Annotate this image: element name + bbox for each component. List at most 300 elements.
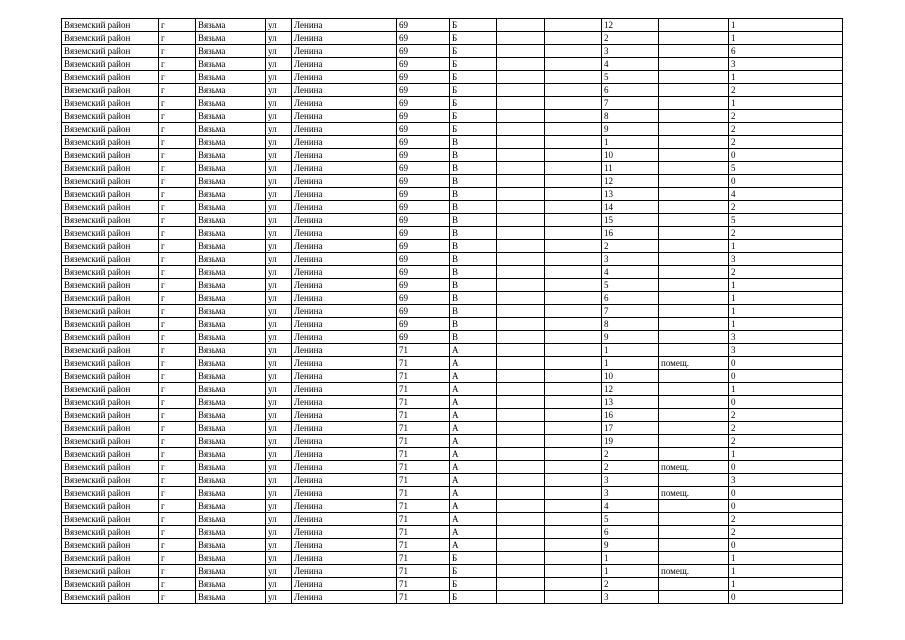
- cell-col-8: [497, 500, 545, 513]
- cell-room-type: [659, 266, 729, 279]
- cell-district: Вяземский район: [62, 253, 159, 266]
- cell-col-9: [545, 58, 602, 71]
- cell-house-number: 71: [397, 435, 450, 448]
- cell-col-9: [545, 175, 602, 188]
- cell-building-letter: В: [450, 136, 497, 149]
- cell-house-number: 69: [397, 32, 450, 45]
- cell-house-number: 71: [397, 526, 450, 539]
- cell-room-type: [659, 214, 729, 227]
- cell-street: Ленина: [292, 84, 397, 97]
- cell-city: Вязьма: [196, 136, 266, 149]
- cell-apartment: 19: [602, 435, 659, 448]
- table-row: [62, 162, 843, 175]
- cell-district: Вяземский район: [62, 175, 159, 188]
- cell-building-letter: В: [450, 292, 497, 305]
- cell-street: Ленина: [292, 110, 397, 123]
- cell-settlement-type: г: [159, 461, 196, 474]
- cell-street: Ленина: [292, 500, 397, 513]
- cell-count: 3: [729, 474, 843, 487]
- cell-col-9: [545, 461, 602, 474]
- cell-col-9: [545, 266, 602, 279]
- table-row: [62, 292, 843, 305]
- cell-col-8: [497, 461, 545, 474]
- table-row: [62, 591, 843, 604]
- cell-count: 1: [729, 305, 843, 318]
- cell-col-9: [545, 71, 602, 84]
- cell-settlement-type: г: [159, 149, 196, 162]
- cell-col-8: [497, 422, 545, 435]
- cell-street: Ленина: [292, 331, 397, 344]
- cell-settlement-type: г: [159, 500, 196, 513]
- cell-building-letter: А: [450, 474, 497, 487]
- cell-street: Ленина: [292, 370, 397, 383]
- cell-settlement-type: г: [159, 487, 196, 500]
- cell-count: 3: [729, 58, 843, 71]
- cell-building-letter: Б: [450, 19, 497, 32]
- cell-apartment: 6: [602, 526, 659, 539]
- cell-settlement-type: г: [159, 318, 196, 331]
- cell-col-8: [497, 578, 545, 591]
- cell-street-type: ул: [266, 136, 292, 149]
- cell-apartment: 2: [602, 240, 659, 253]
- cell-street: Ленина: [292, 214, 397, 227]
- cell-settlement-type: г: [159, 253, 196, 266]
- cell-street-type: ул: [266, 58, 292, 71]
- cell-district: Вяземский район: [62, 448, 159, 461]
- cell-street-type: ул: [266, 474, 292, 487]
- cell-district: Вяземский район: [62, 578, 159, 591]
- cell-street-type: ул: [266, 97, 292, 110]
- cell-col-8: [497, 149, 545, 162]
- cell-house-number: 69: [397, 19, 450, 32]
- cell-street: Ленина: [292, 32, 397, 45]
- cell-house-number: 69: [397, 188, 450, 201]
- cell-apartment: 12: [602, 175, 659, 188]
- cell-room-type: [659, 344, 729, 357]
- cell-building-letter: В: [450, 201, 497, 214]
- cell-street: Ленина: [292, 240, 397, 253]
- cell-settlement-type: г: [159, 227, 196, 240]
- cell-street: Ленина: [292, 188, 397, 201]
- cell-apartment: 1: [602, 565, 659, 578]
- cell-district: Вяземский район: [62, 331, 159, 344]
- cell-district: Вяземский район: [62, 162, 159, 175]
- cell-building-letter: В: [450, 240, 497, 253]
- cell-col-8: [497, 58, 545, 71]
- cell-street-type: ул: [266, 149, 292, 162]
- cell-building-letter: В: [450, 149, 497, 162]
- cell-col-8: [497, 227, 545, 240]
- cell-street-type: ул: [266, 292, 292, 305]
- cell-col-9: [545, 227, 602, 240]
- cell-building-letter: Б: [450, 45, 497, 58]
- cell-street: Ленина: [292, 565, 397, 578]
- cell-room-type: помещ.: [659, 565, 729, 578]
- cell-count: 1: [729, 578, 843, 591]
- cell-street-type: ул: [266, 578, 292, 591]
- cell-apartment: 10: [602, 149, 659, 162]
- cell-building-letter: В: [450, 214, 497, 227]
- cell-apartment: 2: [602, 448, 659, 461]
- cell-street-type: ул: [266, 526, 292, 539]
- table-row: [62, 227, 843, 240]
- cell-street: Ленина: [292, 448, 397, 461]
- cell-settlement-type: г: [159, 279, 196, 292]
- cell-street-type: ул: [266, 552, 292, 565]
- cell-apartment: 10: [602, 370, 659, 383]
- cell-building-letter: А: [450, 370, 497, 383]
- table-row: [62, 266, 843, 279]
- cell-house-number: 69: [397, 279, 450, 292]
- cell-district: Вяземский район: [62, 370, 159, 383]
- cell-room-type: [659, 58, 729, 71]
- cell-count: 1: [729, 383, 843, 396]
- cell-city: Вязьма: [196, 305, 266, 318]
- cell-building-letter: Б: [450, 58, 497, 71]
- cell-room-type: помещ.: [659, 461, 729, 474]
- cell-settlement-type: г: [159, 565, 196, 578]
- cell-house-number: 71: [397, 370, 450, 383]
- cell-apartment: 16: [602, 227, 659, 240]
- cell-district: Вяземский район: [62, 552, 159, 565]
- cell-apartment: 2: [602, 461, 659, 474]
- cell-city: Вязьма: [196, 84, 266, 97]
- cell-street-type: ул: [266, 110, 292, 123]
- cell-building-letter: Б: [450, 591, 497, 604]
- cell-house-number: 69: [397, 175, 450, 188]
- cell-city: Вязьма: [196, 552, 266, 565]
- table-row: [62, 188, 843, 201]
- cell-col-8: [497, 565, 545, 578]
- cell-street-type: ул: [266, 448, 292, 461]
- cell-col-9: [545, 344, 602, 357]
- cell-room-type: [659, 552, 729, 565]
- cell-room-type: [659, 578, 729, 591]
- cell-house-number: 69: [397, 58, 450, 71]
- cell-street: Ленина: [292, 227, 397, 240]
- cell-city: Вязьма: [196, 370, 266, 383]
- cell-city: Вязьма: [196, 201, 266, 214]
- cell-house-number: 71: [397, 396, 450, 409]
- cell-col-8: [497, 84, 545, 97]
- cell-room-type: [659, 591, 729, 604]
- cell-district: Вяземский район: [62, 422, 159, 435]
- cell-street-type: ул: [266, 461, 292, 474]
- cell-house-number: 69: [397, 84, 450, 97]
- table-row: [62, 396, 843, 409]
- cell-street: Ленина: [292, 487, 397, 500]
- cell-col-9: [545, 474, 602, 487]
- cell-street: Ленина: [292, 578, 397, 591]
- cell-district: Вяземский район: [62, 58, 159, 71]
- cell-room-type: [659, 396, 729, 409]
- cell-building-letter: Б: [450, 123, 497, 136]
- cell-city: Вязьма: [196, 487, 266, 500]
- cell-settlement-type: г: [159, 513, 196, 526]
- cell-city: Вязьма: [196, 110, 266, 123]
- cell-city: Вязьма: [196, 149, 266, 162]
- cell-apartment: 5: [602, 513, 659, 526]
- cell-col-8: [497, 253, 545, 266]
- cell-city: Вязьма: [196, 19, 266, 32]
- cell-building-letter: А: [450, 409, 497, 422]
- cell-count: 0: [729, 357, 843, 370]
- cell-apartment: 7: [602, 305, 659, 318]
- cell-room-type: [659, 383, 729, 396]
- cell-street-type: ул: [266, 214, 292, 227]
- cell-city: Вязьма: [196, 591, 266, 604]
- cell-col-8: [497, 396, 545, 409]
- cell-city: Вязьма: [196, 409, 266, 422]
- cell-settlement-type: г: [159, 71, 196, 84]
- cell-apartment: 1: [602, 357, 659, 370]
- cell-room-type: [659, 45, 729, 58]
- cell-count: 1: [729, 279, 843, 292]
- cell-count: 0: [729, 396, 843, 409]
- cell-settlement-type: г: [159, 214, 196, 227]
- cell-col-8: [497, 175, 545, 188]
- cell-settlement-type: г: [159, 305, 196, 318]
- cell-col-8: [497, 292, 545, 305]
- cell-building-letter: Б: [450, 84, 497, 97]
- cell-apartment: 8: [602, 318, 659, 331]
- cell-apartment: 1: [602, 552, 659, 565]
- cell-settlement-type: г: [159, 292, 196, 305]
- cell-building-letter: В: [450, 253, 497, 266]
- cell-col-8: [497, 331, 545, 344]
- cell-building-letter: Б: [450, 110, 497, 123]
- cell-building-letter: В: [450, 162, 497, 175]
- address-table: [61, 18, 843, 604]
- cell-count: 0: [729, 500, 843, 513]
- cell-house-number: 71: [397, 565, 450, 578]
- cell-count: 3: [729, 253, 843, 266]
- cell-col-9: [545, 149, 602, 162]
- cell-col-8: [497, 279, 545, 292]
- cell-count: 0: [729, 487, 843, 500]
- cell-building-letter: Б: [450, 565, 497, 578]
- cell-col-8: [497, 136, 545, 149]
- cell-street-type: ул: [266, 318, 292, 331]
- cell-apartment: 6: [602, 84, 659, 97]
- table-row: [62, 305, 843, 318]
- cell-count: 2: [729, 123, 843, 136]
- cell-count: 0: [729, 539, 843, 552]
- cell-house-number: 71: [397, 461, 450, 474]
- cell-building-letter: Б: [450, 97, 497, 110]
- cell-room-type: [659, 136, 729, 149]
- cell-col-8: [497, 357, 545, 370]
- cell-district: Вяземский район: [62, 474, 159, 487]
- cell-count: 5: [729, 214, 843, 227]
- cell-street: Ленина: [292, 318, 397, 331]
- cell-city: Вязьма: [196, 461, 266, 474]
- cell-building-letter: В: [450, 227, 497, 240]
- cell-apartment: 2: [602, 578, 659, 591]
- cell-district: Вяземский район: [62, 513, 159, 526]
- cell-col-8: [497, 201, 545, 214]
- cell-house-number: 69: [397, 305, 450, 318]
- cell-house-number: 71: [397, 539, 450, 552]
- cell-street: Ленина: [292, 409, 397, 422]
- cell-street: Ленина: [292, 526, 397, 539]
- cell-room-type: [659, 526, 729, 539]
- cell-house-number: 69: [397, 123, 450, 136]
- cell-house-number: 69: [397, 201, 450, 214]
- cell-city: Вязьма: [196, 513, 266, 526]
- cell-district: Вяземский район: [62, 500, 159, 513]
- cell-room-type: [659, 253, 729, 266]
- cell-district: Вяземский район: [62, 487, 159, 500]
- cell-count: 0: [729, 149, 843, 162]
- cell-apartment: 3: [602, 474, 659, 487]
- cell-city: Вязьма: [196, 71, 266, 84]
- cell-street-type: ул: [266, 396, 292, 409]
- cell-house-number: 69: [397, 71, 450, 84]
- cell-district: Вяземский район: [62, 97, 159, 110]
- table-row: [62, 58, 843, 71]
- cell-apartment: 5: [602, 279, 659, 292]
- cell-room-type: [659, 201, 729, 214]
- cell-district: Вяземский район: [62, 240, 159, 253]
- table-row: [62, 45, 843, 58]
- table-row: [62, 240, 843, 253]
- table-row: [62, 84, 843, 97]
- cell-street-type: ул: [266, 305, 292, 318]
- cell-house-number: 71: [397, 513, 450, 526]
- cell-apartment: 1: [602, 344, 659, 357]
- cell-settlement-type: г: [159, 591, 196, 604]
- cell-street-type: ул: [266, 357, 292, 370]
- cell-street-type: ул: [266, 487, 292, 500]
- table-row: [62, 214, 843, 227]
- cell-street: Ленина: [292, 279, 397, 292]
- cell-district: Вяземский район: [62, 45, 159, 58]
- cell-street-type: ул: [266, 266, 292, 279]
- cell-building-letter: Б: [450, 578, 497, 591]
- cell-street-type: ул: [266, 591, 292, 604]
- cell-street: Ленина: [292, 539, 397, 552]
- cell-col-8: [497, 591, 545, 604]
- cell-apartment: 4: [602, 500, 659, 513]
- table-row: [62, 344, 843, 357]
- cell-street: Ленина: [292, 383, 397, 396]
- cell-district: Вяземский район: [62, 84, 159, 97]
- cell-building-letter: Б: [450, 552, 497, 565]
- cell-apartment: 1: [602, 136, 659, 149]
- cell-col-9: [545, 162, 602, 175]
- cell-settlement-type: г: [159, 357, 196, 370]
- cell-district: Вяземский район: [62, 279, 159, 292]
- cell-city: Вязьма: [196, 500, 266, 513]
- cell-city: Вязьма: [196, 214, 266, 227]
- cell-count: 1: [729, 32, 843, 45]
- cell-col-9: [545, 279, 602, 292]
- cell-house-number: 71: [397, 578, 450, 591]
- cell-street-type: ул: [266, 500, 292, 513]
- cell-count: 1: [729, 292, 843, 305]
- cell-city: Вязьма: [196, 357, 266, 370]
- cell-col-8: [497, 474, 545, 487]
- table-row: [62, 19, 843, 32]
- cell-col-9: [545, 357, 602, 370]
- cell-street: Ленина: [292, 71, 397, 84]
- table-row: [62, 526, 843, 539]
- cell-settlement-type: г: [159, 162, 196, 175]
- table-row: [62, 123, 843, 136]
- cell-col-9: [545, 136, 602, 149]
- table-row: [62, 474, 843, 487]
- cell-col-9: [545, 97, 602, 110]
- cell-room-type: [659, 448, 729, 461]
- cell-street-type: ул: [266, 162, 292, 175]
- cell-building-letter: В: [450, 318, 497, 331]
- cell-street: Ленина: [292, 175, 397, 188]
- cell-count: 3: [729, 331, 843, 344]
- cell-street-type: ул: [266, 383, 292, 396]
- cell-street: Ленина: [292, 45, 397, 58]
- cell-apartment: 2: [602, 32, 659, 45]
- cell-city: Вязьма: [196, 526, 266, 539]
- cell-col-8: [497, 71, 545, 84]
- cell-city: Вязьма: [196, 435, 266, 448]
- cell-building-letter: В: [450, 305, 497, 318]
- cell-district: Вяземский район: [62, 266, 159, 279]
- cell-settlement-type: г: [159, 578, 196, 591]
- table-row: [62, 487, 843, 500]
- cell-building-letter: А: [450, 448, 497, 461]
- cell-street: Ленина: [292, 292, 397, 305]
- cell-district: Вяземский район: [62, 71, 159, 84]
- cell-count: 2: [729, 422, 843, 435]
- cell-col-8: [497, 448, 545, 461]
- table-row: [62, 279, 843, 292]
- cell-apartment: 12: [602, 383, 659, 396]
- cell-building-letter: А: [450, 383, 497, 396]
- cell-street-type: ул: [266, 240, 292, 253]
- table-row: [62, 435, 843, 448]
- cell-apartment: 8: [602, 110, 659, 123]
- cell-col-9: [545, 201, 602, 214]
- cell-count: 0: [729, 591, 843, 604]
- cell-count: 1: [729, 318, 843, 331]
- cell-house-number: 69: [397, 318, 450, 331]
- cell-col-8: [497, 97, 545, 110]
- cell-room-type: [659, 539, 729, 552]
- table-row: [62, 110, 843, 123]
- cell-building-letter: А: [450, 435, 497, 448]
- cell-col-9: [545, 526, 602, 539]
- cell-apartment: 9: [602, 123, 659, 136]
- table-row: [62, 448, 843, 461]
- cell-building-letter: А: [450, 344, 497, 357]
- cell-count: 0: [729, 175, 843, 188]
- cell-house-number: 71: [397, 487, 450, 500]
- cell-room-type: [659, 188, 729, 201]
- cell-room-type: [659, 318, 729, 331]
- cell-district: Вяземский район: [62, 383, 159, 396]
- cell-city: Вязьма: [196, 539, 266, 552]
- cell-room-type: [659, 422, 729, 435]
- cell-district: Вяземский район: [62, 188, 159, 201]
- cell-city: Вязьма: [196, 162, 266, 175]
- cell-count: 2: [729, 409, 843, 422]
- cell-count: 5: [729, 162, 843, 175]
- cell-settlement-type: г: [159, 123, 196, 136]
- cell-settlement-type: г: [159, 539, 196, 552]
- cell-building-letter: А: [450, 526, 497, 539]
- cell-col-9: [545, 292, 602, 305]
